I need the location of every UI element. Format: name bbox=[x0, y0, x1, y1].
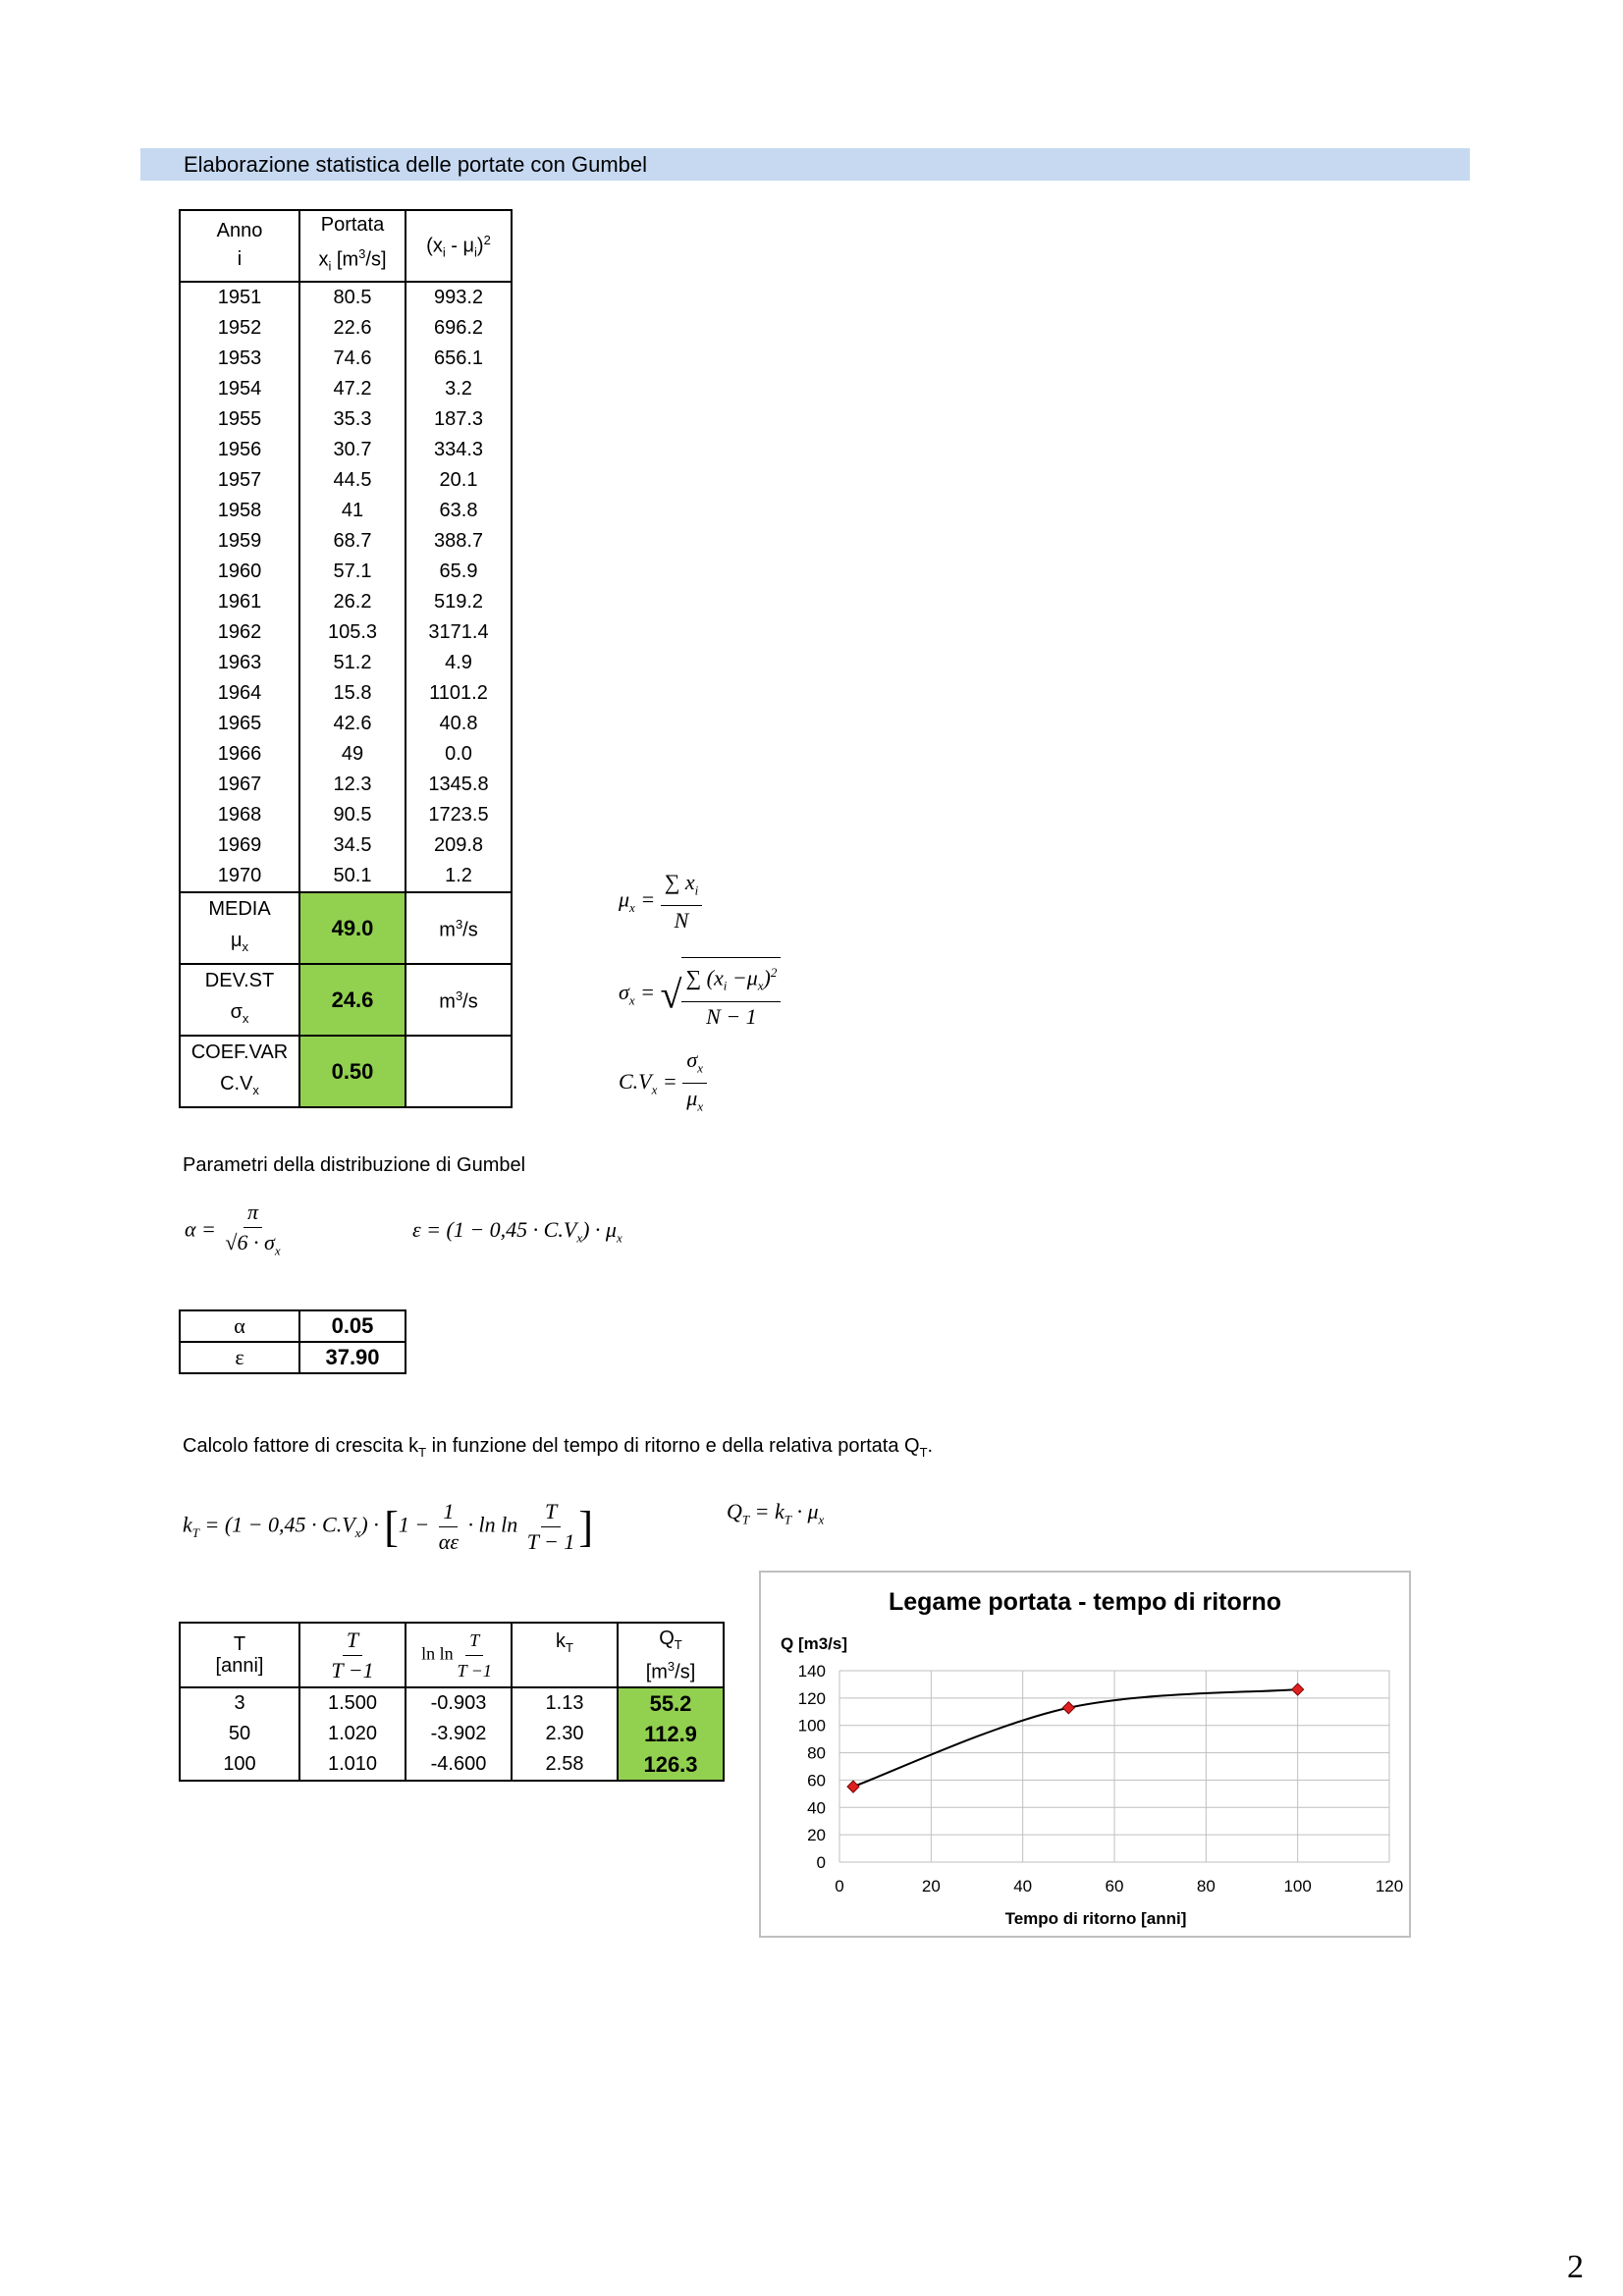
cell-year: 1952 bbox=[180, 313, 299, 344]
table-row bbox=[180, 770, 512, 800]
x-tick-label: 60 bbox=[1105, 1877, 1124, 1896]
cell-deviation: 1101.2 bbox=[406, 678, 512, 709]
cell-T: 50 bbox=[180, 1719, 299, 1749]
table-row bbox=[180, 496, 512, 526]
epsilon-value: 37.90 bbox=[299, 1342, 406, 1373]
col-header-T-ratio: $\frac{T}{T -1}$ bbox=[299, 1623, 406, 1687]
cell-deviation: 334.3 bbox=[406, 435, 512, 465]
data-point bbox=[1292, 1683, 1304, 1695]
devst-label: DEV.ST $\sigma_x$ bbox=[180, 964, 299, 1036]
y-tick-label: 140 bbox=[797, 1662, 826, 1681]
y-tick-label: 20 bbox=[807, 1826, 826, 1845]
cell-deviation: 656.1 bbox=[406, 344, 512, 374]
cell-year: 1954 bbox=[180, 374, 299, 404]
col-header-lnln: ln ln $\frac{T}{T -1}$ bbox=[406, 1623, 512, 1687]
cell-deviation: 40.8 bbox=[406, 709, 512, 739]
cell-deviation: 0.0 bbox=[406, 739, 512, 770]
cell-flow: 49 bbox=[299, 739, 406, 770]
chart-xlabel: Tempo di ritorno [anni] bbox=[1004, 1909, 1187, 1928]
cell-deviation: 993.2 bbox=[406, 282, 512, 313]
cell-deviation: 1.2 bbox=[406, 861, 512, 892]
page-number: 2 bbox=[1567, 2249, 1584, 2285]
alpha-symbol: α bbox=[180, 1310, 299, 1342]
cell-kt: 1.13 bbox=[512, 1687, 618, 1719]
cell-flow: 74.6 bbox=[299, 344, 406, 374]
cell-year: 1959 bbox=[180, 526, 299, 557]
cell-flow: 68.7 bbox=[299, 526, 406, 557]
cell-flow: 105.3 bbox=[299, 617, 406, 648]
table-row bbox=[180, 282, 512, 313]
col-header-T: T [anni] bbox=[180, 1623, 299, 1687]
table-row bbox=[180, 435, 512, 465]
cell-ratio: 1.500 bbox=[299, 1687, 406, 1719]
table-row bbox=[180, 709, 512, 739]
media-unit: $m^3/s$ bbox=[406, 892, 512, 964]
cell-year: 1956 bbox=[180, 435, 299, 465]
x-tick-label: 20 bbox=[921, 1877, 941, 1896]
devst-value: 24.6 bbox=[299, 964, 406, 1036]
cell-flow: 51.2 bbox=[299, 648, 406, 678]
cell-year: 1967 bbox=[180, 770, 299, 800]
x-tick-label: 100 bbox=[1283, 1877, 1312, 1896]
alpha-formula: α = $\frac{\pi}{√6 \cdot \sigma_x}$ bbox=[185, 1200, 281, 1258]
cell-flow: 26.2 bbox=[299, 587, 406, 617]
cell-flow: 90.5 bbox=[299, 800, 406, 830]
x-tick-label: 40 bbox=[1013, 1877, 1033, 1896]
cell-flow: 30.7 bbox=[299, 435, 406, 465]
cv-formula: $C.V_x$ = $\frac{\sigma_x}{\mu_x}$ bbox=[619, 1045, 707, 1122]
table-row bbox=[180, 465, 512, 496]
col-header-flow: Portata $x_i$ $[m^3/s]$ bbox=[299, 210, 406, 282]
gumbel-params-table bbox=[179, 1309, 406, 1374]
cell-flow: 44.5 bbox=[299, 465, 406, 496]
data-point bbox=[1062, 1702, 1074, 1714]
y-tick-label: 100 bbox=[797, 1716, 826, 1735]
cell-kt: 2.58 bbox=[512, 1749, 618, 1781]
col-header-year: Anno i bbox=[180, 210, 299, 282]
cell-flow: 12.3 bbox=[299, 770, 406, 800]
cell-flow: 22.6 bbox=[299, 313, 406, 344]
cell-year: 1961 bbox=[180, 587, 299, 617]
chart-title: Legame portata - tempo di ritorno bbox=[888, 1588, 1282, 1616]
cell-year: 1955 bbox=[180, 404, 299, 435]
media-value: 49.0 bbox=[299, 892, 406, 964]
cell-flow: 34.5 bbox=[299, 830, 406, 861]
cell-year: 1951 bbox=[180, 282, 299, 313]
table-row bbox=[180, 313, 512, 344]
cell-flow: 57.1 bbox=[299, 557, 406, 587]
chart-ylabel: Q [m3/s] bbox=[781, 1634, 848, 1653]
table-row bbox=[180, 1749, 724, 1781]
table-row bbox=[180, 648, 512, 678]
cell-deviation: 63.8 bbox=[406, 496, 512, 526]
y-tick-label: 40 bbox=[807, 1798, 826, 1818]
cell-year: 1963 bbox=[180, 648, 299, 678]
cell-deviation: 519.2 bbox=[406, 587, 512, 617]
qt-formula: $Q_T = k_T \cdot \mu_x$ bbox=[727, 1499, 825, 1527]
flow-data-table bbox=[179, 209, 513, 1108]
growth-title: Calcolo fattore di crescita $k_T$ in funzione del tempo di ritorno e della relativa portata $Q_T$. bbox=[183, 1435, 934, 1460]
kt-formula: $k_T = (1 - 0,45 \cdot C.V_x) \cdot [1$ − $\frac{1}{\alpha\varepsilon}$ · ln ln $\frac{T}{T - 1}$ ] bbox=[183, 1499, 594, 1554]
y-tick-label: 80 bbox=[807, 1743, 826, 1763]
table-row bbox=[180, 526, 512, 557]
cell-deviation: 209.8 bbox=[406, 830, 512, 861]
cell-deviation: 20.1 bbox=[406, 465, 512, 496]
cell-deviation: 3171.4 bbox=[406, 617, 512, 648]
cell-deviation: 3.2 bbox=[406, 374, 512, 404]
return-period-chart bbox=[761, 1573, 1409, 1936]
cv-unit-empty bbox=[406, 1036, 512, 1107]
cell-qt: 126.3 bbox=[618, 1749, 724, 1781]
cell-flow: 42.6 bbox=[299, 709, 406, 739]
table-row bbox=[180, 739, 512, 770]
table-row bbox=[180, 678, 512, 709]
y-tick-label: 0 bbox=[816, 1853, 826, 1872]
cell-ratio: 1.010 bbox=[299, 1749, 406, 1781]
cell-kt: 2.30 bbox=[512, 1719, 618, 1749]
cell-year: 1964 bbox=[180, 678, 299, 709]
section-title: Elaborazione statistica delle portate con Gumbel bbox=[184, 152, 648, 177]
cell-lnln: -3.902 bbox=[406, 1719, 512, 1749]
cell-year: 1958 bbox=[180, 496, 299, 526]
cell-year: 1965 bbox=[180, 709, 299, 739]
cell-deviation: 696.2 bbox=[406, 313, 512, 344]
cell-deviation: 65.9 bbox=[406, 557, 512, 587]
series-line bbox=[853, 1689, 1298, 1787]
media-label: MEDIA $\mu_x$ bbox=[180, 892, 299, 964]
cell-deviation: 187.3 bbox=[406, 404, 512, 435]
cell-year: 1970 bbox=[180, 861, 299, 892]
cell-lnln: -4.600 bbox=[406, 1749, 512, 1781]
cell-year: 1962 bbox=[180, 617, 299, 648]
cell-flow: 50.1 bbox=[299, 861, 406, 892]
y-tick-label: 120 bbox=[797, 1688, 826, 1708]
y-tick-label: 60 bbox=[807, 1771, 826, 1790]
cell-T: 100 bbox=[180, 1749, 299, 1781]
cell-flow: 47.2 bbox=[299, 374, 406, 404]
cell-deviation: 388.7 bbox=[406, 526, 512, 557]
cell-year: 1960 bbox=[180, 557, 299, 587]
col-header-deviation: $(x_i - \mu_i)^2$ bbox=[406, 210, 512, 282]
x-tick-label: 0 bbox=[835, 1877, 844, 1896]
cell-deviation: 1723.5 bbox=[406, 800, 512, 830]
col-header-kt: $k_T$ bbox=[512, 1623, 618, 1687]
cell-deviation: 4.9 bbox=[406, 648, 512, 678]
cell-year: 1957 bbox=[180, 465, 299, 496]
cv-label: COEF.VAR $C.V_x$ bbox=[180, 1036, 299, 1107]
stdev-formula: $\sigma_x$ = √ $\frac{\sum (x_i -\mu_x)^2}{N - 1}$ bbox=[619, 957, 781, 1032]
params-title: Parametri della distribuzione di Gumbel bbox=[183, 1154, 526, 1176]
table-row bbox=[180, 557, 512, 587]
table-row bbox=[180, 617, 512, 648]
epsilon-symbol: ε bbox=[180, 1342, 299, 1373]
chart-container bbox=[759, 1571, 1411, 1938]
table-row bbox=[180, 800, 512, 830]
table-row bbox=[180, 344, 512, 374]
cell-lnln: -0.903 bbox=[406, 1687, 512, 1719]
cell-qt: 112.9 bbox=[618, 1719, 724, 1749]
cell-year: 1966 bbox=[180, 739, 299, 770]
table-row bbox=[180, 374, 512, 404]
table-row bbox=[180, 861, 512, 892]
cell-year: 1968 bbox=[180, 800, 299, 830]
cell-flow: 35.3 bbox=[299, 404, 406, 435]
data-point bbox=[847, 1781, 859, 1792]
cell-qt: 55.2 bbox=[618, 1687, 724, 1719]
table-row bbox=[180, 587, 512, 617]
cell-ratio: 1.020 bbox=[299, 1719, 406, 1749]
col-header-qt: $Q_T$ $[m^3/s]$ bbox=[618, 1623, 724, 1687]
cell-year: 1953 bbox=[180, 344, 299, 374]
cv-value: 0.50 bbox=[299, 1036, 406, 1107]
section-banner bbox=[140, 148, 1470, 181]
cell-flow: 80.5 bbox=[299, 282, 406, 313]
table-row bbox=[180, 1719, 724, 1749]
cell-flow: 41 bbox=[299, 496, 406, 526]
growth-factor-table bbox=[179, 1622, 725, 1782]
cell-year: 1969 bbox=[180, 830, 299, 861]
alpha-value: 0.05 bbox=[299, 1310, 406, 1342]
devst-unit: $m^3/s$ bbox=[406, 964, 512, 1036]
table-row bbox=[180, 404, 512, 435]
epsilon-formula: $\varepsilon = (1 - 0,45 \cdot C.V_x) \cdot \mu_x$ bbox=[412, 1217, 622, 1246]
cell-deviation: 1345.8 bbox=[406, 770, 512, 800]
table-row bbox=[180, 1687, 724, 1719]
x-tick-label: 80 bbox=[1196, 1877, 1216, 1896]
mean-formula: $\mu_x$ = $\frac{\sum x_i}{N}$ bbox=[619, 868, 702, 935]
cell-flow: 15.8 bbox=[299, 678, 406, 709]
table-row bbox=[180, 830, 512, 861]
cell-T: 3 bbox=[180, 1687, 299, 1719]
x-tick-label: 120 bbox=[1375, 1877, 1404, 1896]
